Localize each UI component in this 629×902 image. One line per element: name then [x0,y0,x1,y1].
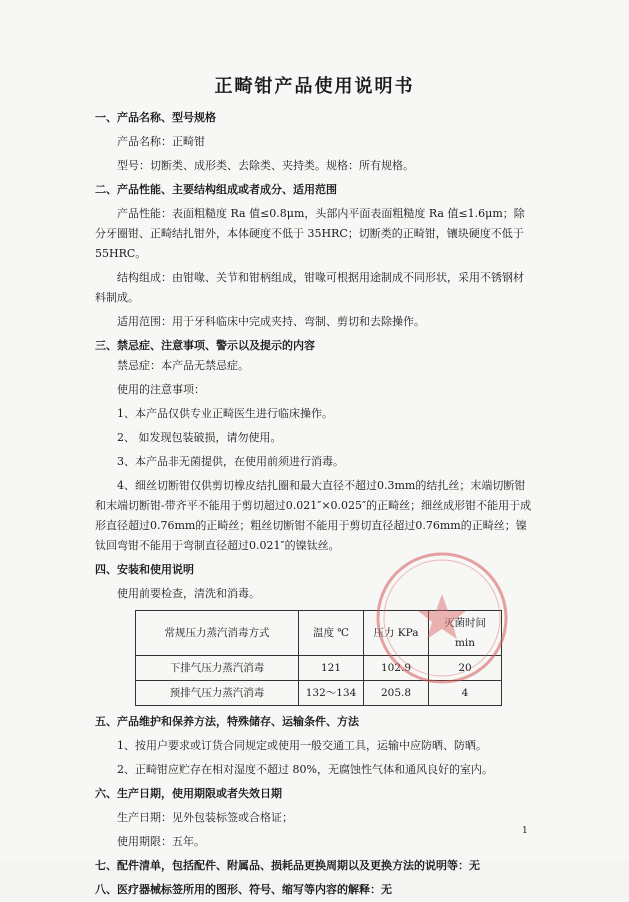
section-6-heading: 六、生产日期，使用期限或者失效日期 [95,787,282,800]
section-4 [95,560,533,706]
table-cell: 121 [299,656,364,681]
table-cell: 205.8 [364,681,429,706]
product-model: 型号：切断类、成形类、去除类、夹持类。规格：所有规格。 [117,159,414,172]
notes-intro: 使用的注意事项： [117,383,205,396]
section-5 [95,712,533,780]
table-cell: 132～134 [299,681,364,706]
maintenance-2: 2、正畸钳应贮存在相对湿度不超过 80%，无腐蚀性气体和通风良好的室内。 [117,763,493,776]
table-row [136,681,502,706]
document-body [95,104,533,902]
section-8-heading: 八、医疗器械标签所用的图形、符号、缩写等内容的解释：无 [95,883,392,896]
section-5-heading: 五、产品维护和保养方法，特殊储存、运输条件、方法 [95,715,359,728]
table-cell: 102.9 [364,656,429,681]
product-structure: 结构组成：由钳喙、关节和钳柄组成，钳喙可根据用途制成不同形状，采用不锈钢材料制成。 [95,271,524,304]
section-2-heading: 二、产品性能、主要结构组成或者成分、适用范围 [95,183,337,196]
document-title: 正畸钳产品使用说明书 [214,76,415,97]
section-6 [95,784,533,852]
section-1-heading: 一、产品名称、型号规格 [95,111,216,124]
section-4-heading: 四、安装和使用说明 [95,563,194,576]
section-3-heading: 三、禁忌症、注意事项、警示以及提示的内容 [95,339,315,352]
section-7-heading: 七、配件清单，包括配件、附属品、损耗品更换周期以及更换方法的说明等：无 [95,859,480,872]
production-date: 生产日期：见外包装标签或合格证； [117,811,293,824]
section-8 [95,880,533,900]
table-cell: 下排气压力蒸汽消毒 [136,656,299,681]
table-header-cell: 灭菌时间 min [429,611,502,656]
section-7 [95,856,533,876]
section-1 [95,108,533,176]
table-cell: 4 [429,681,502,706]
product-scope: 适用范围：用于牙科临床中完成夹持、弯制、剪切和去除操作。 [117,315,425,328]
note-4: 4、细丝切断钳仅供剪切橡皮结扎圈和最大直径不超过0.3mm的结扎丝；末端切断钳和末端切断钳-带齐平不能用于剪切超过0.021″×0.025″的正畸丝；细丝成形钳不能用于成形直径超过0.76mm的正畸丝；粗丝切断钳不能用于剪切直径超过0.76mm的正畸丝；镍钛回弯钳不能用于弯制直径超过0.021″的镍钛丝。 [95,479,532,552]
table-cell: 20 [429,656,502,681]
product-name: 产品名称：正畸钳 [117,135,205,148]
table-header-row [136,611,502,656]
table-cell: 预排气压力蒸汽消毒 [136,681,299,706]
contraindication: 禁忌症：本产品无禁忌症。 [117,359,249,372]
table-row [136,656,502,681]
table-header-cell: 常规压力蒸汽消毒方式 [136,611,299,656]
install-intro: 使用前要检查，清洗和消毒。 [117,587,260,600]
product-performance: 产品性能：表面粗糙度 Ra 值≤0.8μm，头部内平面表面粗糙度 Ra 值≤1.6μm；除分牙圈钳、正畸结扎钳外，本体硬度不低于 35HRC；切断类的正畸钳，镶块硬度不低于 55HRC。 [95,207,525,260]
note-2: 2、 如发现包装破损，请勿使用。 [117,431,282,444]
section-3 [95,336,533,556]
sterilization-table [135,610,502,706]
maintenance-1: 1、按用户要求或订货合同规定或使用一般交通工具，运输中应防晒、防晒。 [117,739,487,752]
page-number: 1 [522,826,528,836]
usage-period: 使用期限：五年。 [117,835,205,848]
section-2 [95,180,533,332]
note-1: 1、本产品仅供专业正畸医生进行临床操作。 [117,407,333,420]
table-header-cell: 温度 ℃ [299,611,364,656]
note-3: 3、本产品非无菌提供，在使用前须进行消毒。 [117,455,344,468]
table-header-cell: 压力 KPa [364,611,429,656]
